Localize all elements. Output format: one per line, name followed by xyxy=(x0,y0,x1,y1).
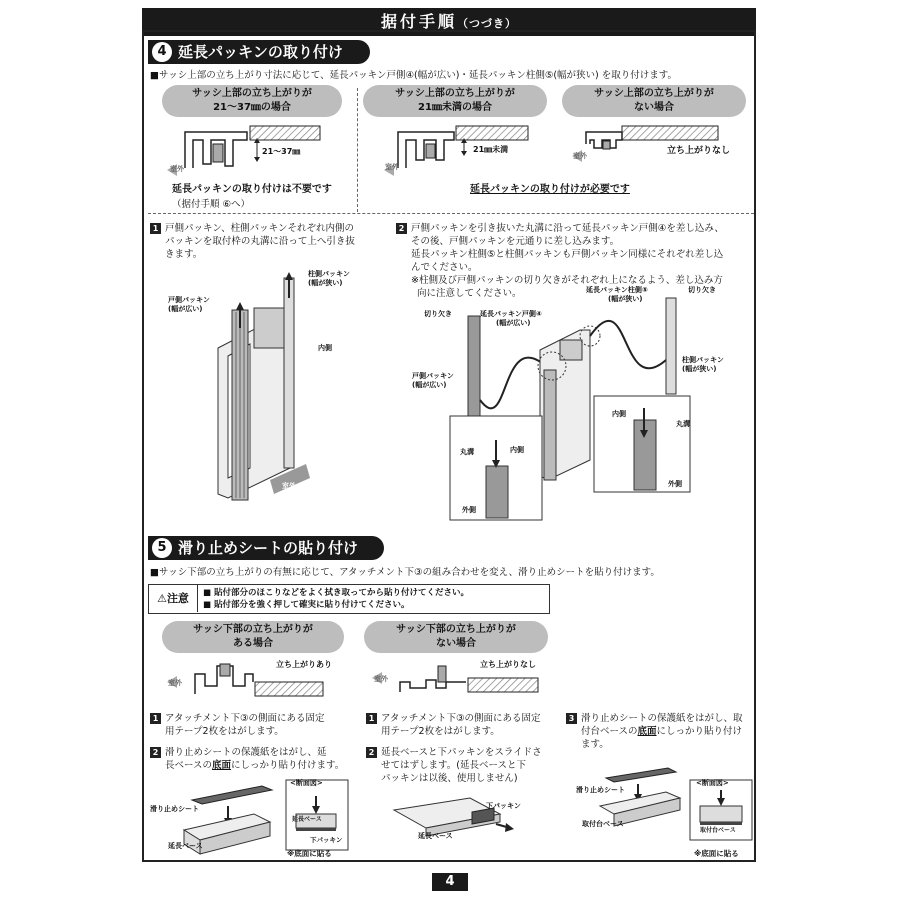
s4-step2 xyxy=(396,222,724,300)
label-line: 延長パッキン柱側⑤ xyxy=(586,286,648,294)
notch-label-left: 切り欠き xyxy=(424,310,452,318)
label-line: 柱側パッキン xyxy=(682,356,724,364)
warning-icon: ⚠ xyxy=(157,592,167,605)
step-line: 戸側パッキンを引き抜いた丸溝に沿って延長パッキン戸側④を差し込み、 xyxy=(411,223,724,234)
label-line: (幅が狭い) xyxy=(308,279,343,287)
outer-label-2: 外側 xyxy=(668,480,682,488)
divider-vertical xyxy=(357,88,358,212)
caution-line: ■ 貼付部分を強く押して確実に貼り付けてください。 xyxy=(203,600,410,610)
case-line2: 21㎜未満の場合 xyxy=(418,102,492,113)
lower-dim-yes: 立ち上がりあり xyxy=(276,660,332,669)
mount-base-section-label: 取付台ベース xyxy=(700,827,736,834)
step-line: にしっかり貼り付けます。 xyxy=(231,760,345,771)
label-line: 戸側パッキン xyxy=(168,296,210,304)
pillar-packing-label xyxy=(308,270,350,288)
divider-horizontal xyxy=(148,213,754,214)
case-line1: サッシ上部の立ち上がりが xyxy=(395,88,515,99)
case-line2: 21～37㎜の場合 xyxy=(213,102,291,113)
step-line: きます。 xyxy=(165,249,203,260)
s4-step1 xyxy=(150,222,355,261)
step-line: パッキンは以後、使用しません) xyxy=(381,773,518,784)
step-line: 延長パッキン柱側⑤と柱側パッキンも戸側パッキン同様にそれぞれ差し込 xyxy=(411,249,724,260)
outside-label-3: 室外 xyxy=(573,152,587,160)
dim-label-1: 21～37㎜ xyxy=(262,147,301,156)
lower-packing-label: 下パッキン xyxy=(486,802,521,810)
step-line: ※柱側及び戸側パッキンの切り欠きがそれぞれ上になるよう、差し込み方 xyxy=(411,275,723,286)
step-line: 滑り止めシートの保護紙をはがし、延 xyxy=(165,747,327,758)
step-badge: 2 xyxy=(366,747,377,758)
label-line: 柱側パッキン xyxy=(308,270,350,278)
step-line: んでください。 xyxy=(411,262,478,273)
page-title: 据付手順 xyxy=(380,12,457,31)
step-line: 長ベースの xyxy=(165,760,213,771)
dim-label-2: 21㎜未満 xyxy=(473,145,509,154)
step-badge: 2 xyxy=(396,223,407,234)
label-line: (幅が広い) xyxy=(168,305,203,313)
packing-insert-figure xyxy=(430,290,750,520)
step-line: 向に注意してください。 xyxy=(417,288,522,299)
case-line2: ない場合 xyxy=(436,638,476,649)
case-line1: サッシ上部の立ち上がりが xyxy=(594,88,714,99)
page-number: 4 xyxy=(432,873,468,891)
step-line: 用テープ2枚をはがします。 xyxy=(381,726,500,737)
step-line: その後、戸側パッキンを元通りに差し込みます。 xyxy=(411,236,620,247)
step-badge: 1 xyxy=(150,713,161,724)
outside-label-5: 室外 xyxy=(374,675,388,683)
sash-profile-diagram-3 xyxy=(580,118,730,168)
section4-heading xyxy=(148,40,370,64)
step-line: 戸側パッキン、柱側パッキンそれぞれ内側の xyxy=(165,223,355,234)
section-view-label-2: <断面図> xyxy=(696,779,729,787)
not-needed-text: 延長パッキンの取り付けは不要です xyxy=(172,184,332,195)
section5-title: 滑り止めシートの貼り付け xyxy=(178,539,359,557)
step-badge: 1 xyxy=(366,713,377,724)
outside-label-2: 室外 xyxy=(385,163,399,171)
caution-head xyxy=(149,585,198,612)
sash-profile-diagram-1 xyxy=(165,118,355,178)
s5-mid-step1 xyxy=(366,712,540,738)
step-line: 延長ベースと下パッキンをスライドさ xyxy=(381,747,542,758)
step-line: アタッチメント下③の側面にある固定 xyxy=(381,713,541,724)
round-groove-label-2: 丸溝 xyxy=(676,420,690,428)
outside-label-4: 室外 xyxy=(168,679,182,687)
section4-lead: ■サッシ上部の立ち上がり寸法に応じて、延長パッキン戸側④(幅が広い)・延長パッキン柱側⑤(幅が狭い) を取り付けます。 xyxy=(150,70,678,81)
outer-label: 外側 xyxy=(462,506,476,514)
step-line: せてはずします。(延長ベースと下 xyxy=(381,760,526,771)
step-badge: 3 xyxy=(566,713,577,724)
door-packing-label-2 xyxy=(412,372,454,390)
label-line: (幅が広い) xyxy=(412,381,447,389)
step-badge: 2 xyxy=(150,747,161,758)
ext-base-label-2: 延長ベース xyxy=(418,832,453,840)
highlight-bottom: 底面 xyxy=(637,726,657,737)
ext-pillar-label xyxy=(586,286,648,304)
step-line: ます。 xyxy=(581,739,609,750)
needed-text: 延長パッキンの取り付けが必要です xyxy=(470,184,630,195)
page-subtitle: （つづき） xyxy=(457,17,517,30)
s5-left-step1 xyxy=(150,712,324,738)
sheet-label-2: 滑り止めシート xyxy=(576,786,625,794)
case-pill-none xyxy=(562,85,746,117)
step-line: パッキンを取付枠の丸溝に沿って上へ引き抜 xyxy=(165,236,355,247)
door-packing-label xyxy=(168,296,210,314)
step-line: 滑り止めシートの保護紙をはがし、取 xyxy=(581,713,743,724)
case-pill-21-37 xyxy=(162,85,342,117)
bottom-note-1: ※底面に貼る xyxy=(287,849,332,858)
sheet-label-1: 滑り止めシート xyxy=(150,805,199,813)
caution-lines xyxy=(203,587,469,611)
ext-base-label: 延長ベース xyxy=(168,842,203,850)
outside-arrow-label: 室外 xyxy=(282,482,296,490)
section5-lead: ■サッシ下部の立ち上がりの有無に応じて、アタッチメント下③の組み合わせを変え、滑り止めシートを貼り付けます。 xyxy=(150,567,660,578)
case-pill-lower-no xyxy=(364,621,548,653)
section-view-label-1: <断面図> xyxy=(290,779,323,787)
label-line: 戸側パッキン xyxy=(412,372,454,380)
case-line2: ない場合 xyxy=(634,102,674,113)
section5-number: 5 xyxy=(152,538,172,558)
pillar-packing-label-2 xyxy=(682,356,724,374)
case-line2: ある場合 xyxy=(233,638,273,649)
s5-right-step3 xyxy=(566,712,743,751)
lower-packing-section-label: 下パッキン xyxy=(310,836,343,844)
ext-base-section-label: 延長ベース xyxy=(292,816,322,823)
s5-mid-step2 xyxy=(366,746,542,785)
label-line: (幅が狭い) xyxy=(682,365,717,373)
outside-label-1: 室外 xyxy=(170,165,184,173)
inside-label-3: 内側 xyxy=(510,446,524,454)
step-badge: 1 xyxy=(150,223,161,234)
ext-door-label xyxy=(480,310,542,328)
not-needed-sub: （据付手順 ⑥へ） xyxy=(172,199,251,210)
caution-line: ■ 貼付部分のほこりなどをよく拭き取ってから貼り付けてください。 xyxy=(203,588,469,598)
section4-number: 4 xyxy=(152,42,172,62)
dim-label-3: 立ち上がりなし xyxy=(667,146,731,156)
case-pill-lower-yes xyxy=(162,621,344,653)
step-line: アタッチメント下③の側面にある固定 xyxy=(165,713,325,724)
lower-dim-no: 立ち上がりなし xyxy=(480,660,536,669)
case-pill-under21 xyxy=(363,85,547,117)
round-groove-label: 丸溝 xyxy=(460,448,474,456)
packing-pullout-figure xyxy=(210,268,330,508)
bottom-note-2: ※底面に貼る xyxy=(694,849,739,858)
mount-base-label: 取付台ベース xyxy=(582,820,624,828)
step-line: 用テープ2枚をはがします。 xyxy=(165,726,284,737)
s5-left-step2 xyxy=(150,746,344,772)
case-line1: サッシ下部の立ち上がりが xyxy=(193,624,313,635)
case-line1: サッシ上部の立ち上がりが xyxy=(192,88,312,99)
step-line: 付台ベースの xyxy=(581,726,638,737)
caution-title: 注意 xyxy=(166,592,189,605)
case-line1: サッシ下部の立ち上がりが xyxy=(396,624,516,635)
inside-label-2: 内側 xyxy=(612,410,626,418)
notch-label-right: 切り欠き xyxy=(688,286,716,294)
label-line: (幅が広い) xyxy=(496,319,531,327)
slide-remove-figure xyxy=(390,790,520,840)
inside-label: 内側 xyxy=(318,344,332,352)
section5-heading xyxy=(148,536,384,560)
label-line: 延長パッキン戸側④ xyxy=(480,310,542,318)
highlight-bottom: 底面 xyxy=(212,760,232,771)
step-line: にしっかり貼り付け xyxy=(656,726,743,737)
section4-title: 延長パッキンの取り付け xyxy=(178,43,343,61)
caution-box xyxy=(148,584,550,614)
label-line: (幅が狭い) xyxy=(608,295,643,303)
